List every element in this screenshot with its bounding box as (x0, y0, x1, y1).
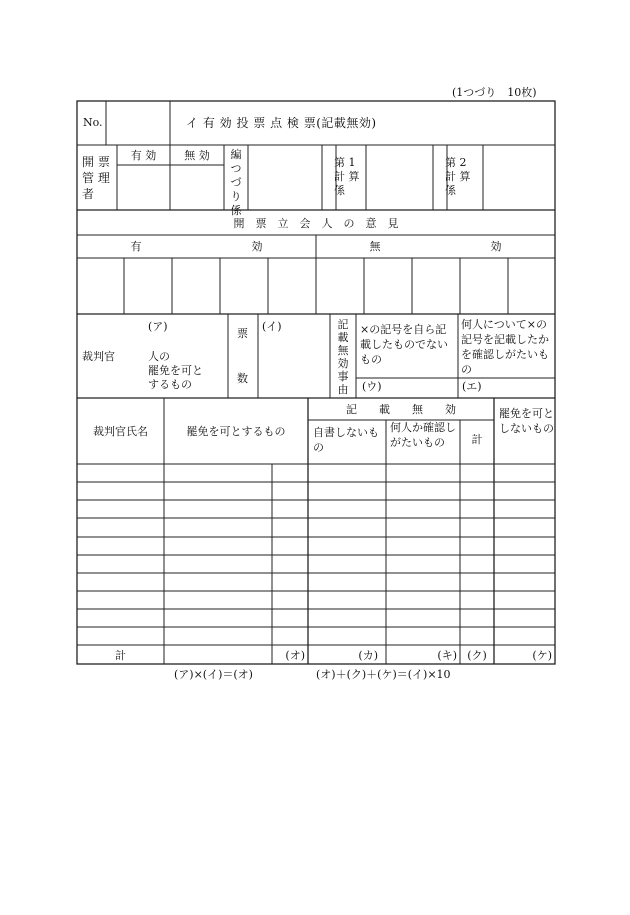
dismissal-ok-header: 罷免を可とするもの (186, 425, 286, 438)
number-label: No. (83, 116, 103, 129)
formula-left: (ア)×(イ)＝(オ) (174, 668, 253, 681)
witness-valid-label: 有 効 (130, 240, 263, 253)
dismissal-ok-label: 罷免を可と (148, 364, 203, 377)
mark-e: (エ) (462, 380, 482, 393)
mark-ke: (ケ) (532, 649, 552, 662)
vote-label: 票 (237, 327, 248, 340)
invalid-reason-label: 記載無効事由 (337, 318, 349, 396)
second-calculator-label: 第 2 計 算 係 (445, 156, 471, 197)
mark-ka: (カ) (358, 649, 378, 662)
subtotal-header: 計 (471, 433, 483, 446)
formula-right: (オ)＋(ク)＋(ケ)＝(イ)×10 (316, 668, 451, 681)
mark-u: (ウ) (362, 380, 382, 393)
not-self-written-x-label: ×の記号を自ら記載したものでないもの (360, 323, 448, 366)
mark-a: (ア) (148, 320, 168, 333)
dismissal-ok-label-2: するもの (148, 378, 192, 391)
valid-label: 有 効 (130, 149, 157, 162)
witness-invalid-label: 無 効 (369, 240, 502, 253)
unidentifiable-header: 何人か確認しがたいもの (390, 421, 456, 449)
unidentifiable-x-label: 何人について×の記号を記載したかを確認しがたいもの (461, 318, 549, 376)
total-label: 計 (115, 649, 126, 662)
mark-o: (オ) (285, 649, 305, 662)
mark-ki: (キ) (437, 649, 457, 662)
binding-clerk-label: 編つづり係 (230, 148, 242, 217)
dismissal-not-ok-header: 罷免を可としないもの (499, 407, 554, 435)
witness-opinion-title: 開 票 立 会 人 の 意 見 (233, 217, 399, 230)
judge-label: 裁判官 (82, 350, 115, 363)
invalid-entry-header: 記 載 無 効 (346, 403, 456, 416)
count-label: 数 (237, 372, 248, 385)
mark-i: (イ) (262, 320, 282, 333)
counting-manager-label: 開 票 管 理 者 (82, 155, 110, 201)
not-self-written-header: 自書しないもの (313, 426, 379, 454)
judge-name-header: 裁判官氏名 (93, 425, 148, 438)
persons-label: 人の (148, 350, 170, 363)
binding-note: (1つづり 10枚) (452, 86, 537, 99)
mark-ku: (ク) (467, 649, 487, 662)
invalid-label: 無 効 (184, 149, 210, 162)
form-title: イ 有 効 投 票 点 検 票(記載無効) (186, 116, 377, 130)
first-calculator-label: 第 1 計 算 係 (334, 156, 360, 197)
